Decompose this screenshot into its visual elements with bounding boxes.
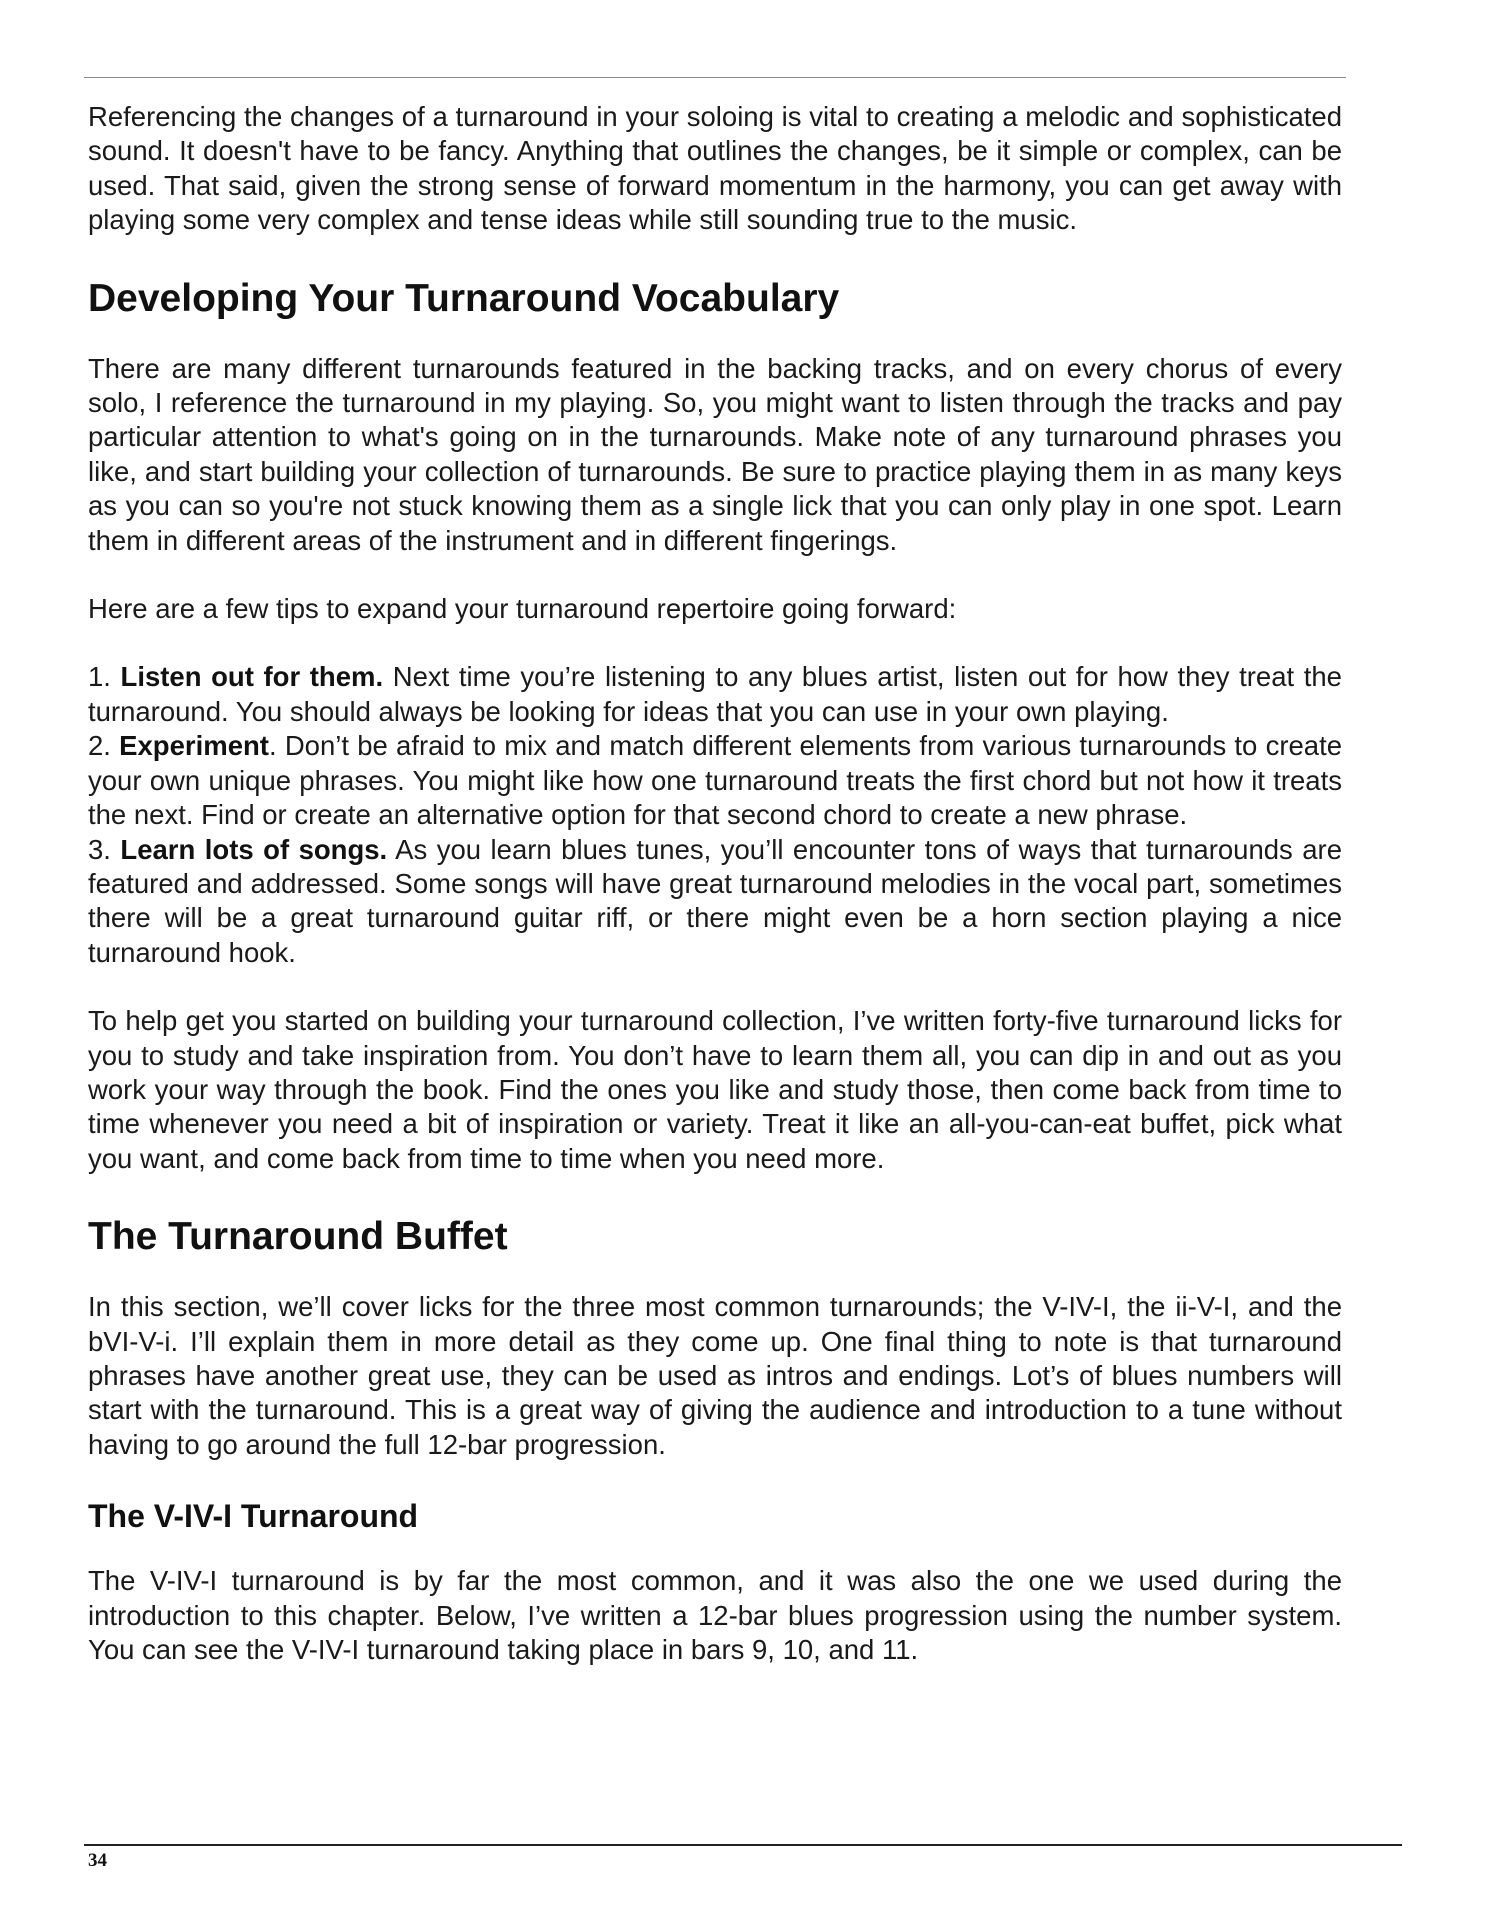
buffet-paragraph: In this section, we’ll cover licks for the three most common turnarounds; the V-IV-I, the ii-V-I, and the bVI-V-i. I’ll explain them in more detail as they come up. One final thing to note is that turnaround phrases have another great use, they can be used as intros and endings. Lot’s of blues numbers will start with the turnaround. This is a great way of giving the audience and introduction to a tune without having to go around the full 12-bar progression.: [88, 1291, 1342, 1460]
header-rule: [84, 77, 1346, 78]
page-number: 34: [88, 1850, 107, 1871]
tip-title: Experiment: [119, 730, 269, 762]
tip-number: 1.: [88, 661, 111, 693]
v-iv-i-paragraph: The V-IV-I turnaround is by far the most common, and it was also the one we used during the introduction to this chapter. Below, I’ve written a 12-bar blues progression using the number system. You can see the V-IV-I turnaround taking place in bars 9, 10, and 11.: [88, 1565, 1342, 1665]
tip-item-1: [88, 660, 1342, 729]
tip-title: Listen out for them.: [120, 661, 384, 693]
tips-intro-paragraph: Here are a few tips to expand your turnaround repertoire going forward:: [88, 593, 957, 625]
heading-v-iv-i-turnaround: The V-IV-I Turnaround: [88, 1498, 419, 1535]
tip-item-2: [88, 729, 1342, 832]
tip-number: 3.: [88, 833, 111, 865]
heading-developing-vocabulary: Developing Your Turnaround Vocabulary: [88, 276, 840, 320]
tip-number: 2.: [88, 730, 111, 762]
vocab-paragraph: There are many different turnarounds featured in the backing tracks, and on every chorus of every solo, I reference the turnaround in my playing. So, you might want to listen through the tracks and pay particular attention to what's going on in the turnarounds. Make note of any turnaround phrases you like, and start building your collection of turnarounds. Be sure to practice playing them in as many keys as you can so you're not stuck knowing them as a single lick that you can only play in one spot. Learn them in different areas of the instrument and in different fingerings.: [88, 352, 1342, 556]
tip-text: . Don’t be afraid to mix and match different elements from various turnarounds to create your own unique phrases. You might like how one turnaround treats the first chord but not how it treats the next. Find or create an alternative option for that second chord to create a new phrase.: [88, 730, 1343, 831]
tip-item-3: [88, 833, 1342, 971]
tip-text: As you learn blues tunes, you’ll encounter tons of ways that turnarounds are featured and addressed. Some songs will have great turnaround melodies in the vocal part, sometimes there will be a great turnaround guitar riff, or there might even be a horn section playing a nice turnaround hook.: [88, 833, 1343, 968]
footer-rule: [84, 1844, 1402, 1846]
heading-turnaround-buffet: The Turnaround Buffet: [88, 1215, 508, 1259]
intro-paragraph: Referencing the changes of a turnaround in your soloing is vital to creating a melodic and sophisticated sound. It doesn't have to be fancy. Anything that outlines the changes, be it simple or complex, can be used. That said, given the strong sense of forward momentum in the harmony, you can get away with playing some very complex and tense ideas while still sounding true to the music.: [88, 101, 1342, 236]
collection-paragraph: To help get you started on building your turnaround collection, I’ve written forty-five turnaround licks for you to study and take inspiration from. You don’t have to learn them all, you can dip in and out as you work your way through the book. Find the ones you like and study those, then come back from time to time whenever you need a bit of inspiration or variety. Treat it like an all-you-can-eat buffet, pick what you want, and come back from time to time when you need more.: [88, 1005, 1342, 1174]
tip-text: Next time you’re listening to any blues artist, listen out for how they treat the turnaround. You should always be looking for ideas that you can use in your own playing.: [88, 661, 1342, 727]
page-body: [88, 100, 1342, 1667]
tip-title: Learn lots of songs.: [120, 833, 388, 865]
